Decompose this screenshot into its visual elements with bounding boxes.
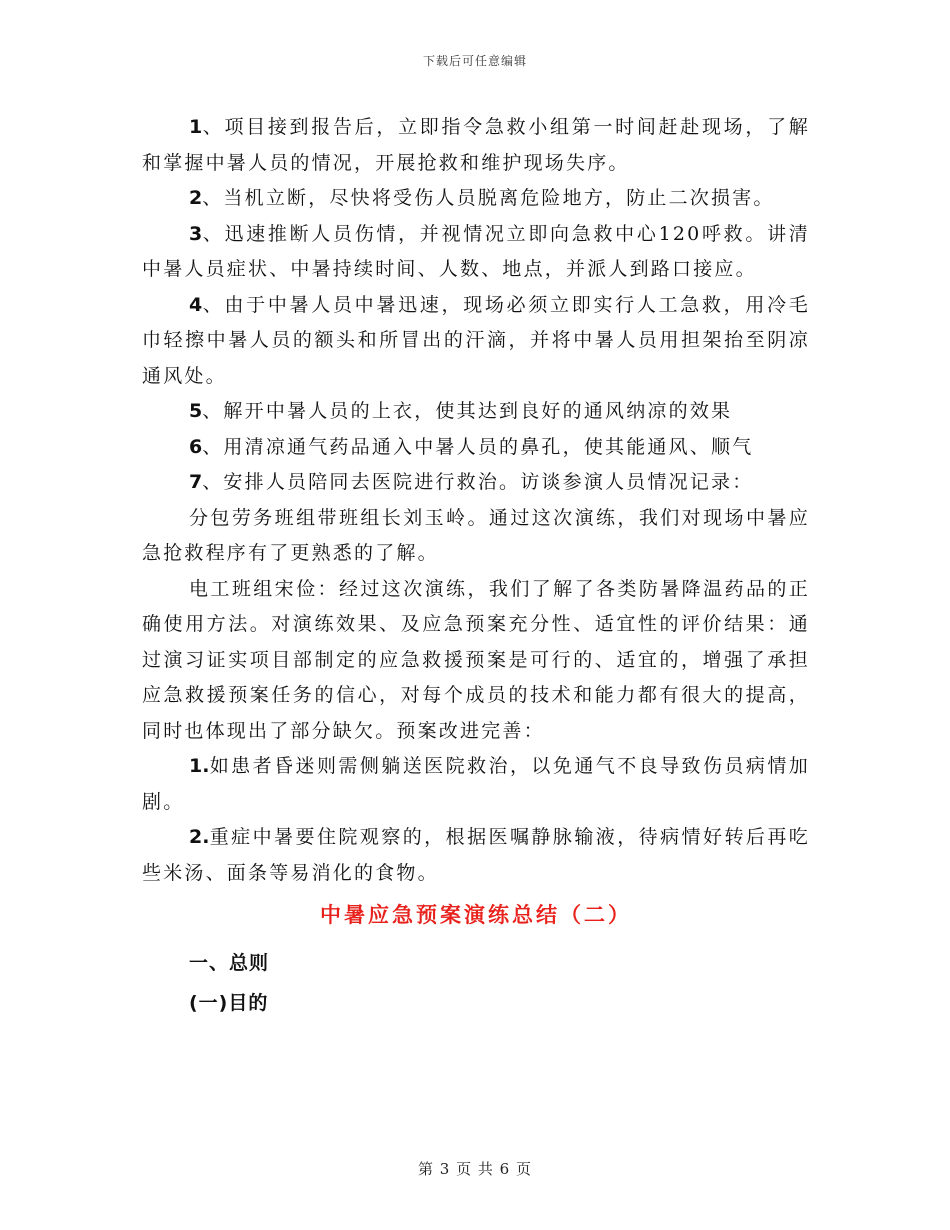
heading-general: 一、总则 [189,952,270,974]
step-number: 6 [189,435,203,458]
item-number: 2. [189,826,210,848]
page-footer: 第 3 页 共 6 页 [418,1160,532,1178]
paragraph-step-5 [142,394,810,430]
paragraph-step-3 [142,217,810,288]
paragraph-text: 、当机立断，尽快将受伤人员脱离危险地方，防止二次损害。 [202,187,775,209]
paragraph-step-4 [142,288,810,395]
paragraph-text: 重症中暑要住院观察的，根据医嘱静脉输液，待病情好转后再吃些米汤、面条等易消化的食物。 [142,826,810,884]
paragraph-step-1 [142,110,810,181]
step-number: 2 [189,187,203,209]
step-number: 4 [189,293,203,316]
heading-purpose: (一)目的 [189,992,269,1014]
paragraph-step-7 [142,465,810,501]
paragraph-text: 、迅速推断人员伤情，并视情况立即向急救中心120呼救。讲清中暑人员症状、中暑持续时间、人数、地点，并派人到路口接应。 [142,222,810,280]
paragraph-text: 、解开中暑人员的上衣，使其达到良好的通风纳凉的效果 [202,400,733,422]
step-number: 1 [189,116,203,138]
paragraph-interview-2 [142,572,810,750]
paragraph-text: 电工班组宋俭：经过这次演练，我们了解了各类防暑降温药品的正确使用方法。对演练效果、及应急预案充分性、适宜性的评价结果：通过演习证实项目部制定的应急救援预案是可行的、适宜的，增强了承担应急救援预案任务的信心，对每个成员的技术和能力都有很大的提高，同时也体现出了部分缺欠。预案改进完善： [142,577,810,742]
paragraph-step-6 [142,430,810,466]
document-body [142,110,810,1023]
paragraph-text: 、用清凉通气药品通入中暑人员的鼻孔，使其能通风、顺气 [202,435,754,458]
step-number: 3 [189,222,203,245]
paragraph-text: 如患者昏迷则需侧躺送医院救治，以免通气不良导致伤员病情加剧。 [142,755,810,813]
paragraph-step-2 [142,181,810,217]
paragraph-improvement-2 [142,820,810,891]
paragraph-improvement-1 [142,749,810,820]
paragraph-interview-1 [142,501,810,572]
paragraph-text: 分包劳务班组带班组长刘玉岭。通过这次演练，我们对现场中暑应急抢救程序有了更熟悉的了解。 [142,506,810,564]
section-title: 中暑应急预案演练总结（二） [320,903,632,927]
paragraph-text: 、由于中暑人员中暑迅速，现场必须立即实行人工急救，用冷毛巾轻擦中暑人员的额头和所冒出的汗滴，并将中暑人员用担架抬至阴凉通风处。 [142,293,810,387]
page-header: 下载后可任意编辑 [422,54,527,68]
item-number: 1. [189,755,210,777]
paragraph-text: 、项目接到报告后，立即指令急救小组第一时间赶赴现场，了解和掌握中暑人员的情况，开展抢救和维护现场失序。 [142,116,810,174]
step-number: 7 [189,471,203,493]
step-number: 5 [189,400,203,422]
paragraph-text: 、安排人员陪同去医院进行救治。访谈参演人员情况记录： [202,471,754,493]
